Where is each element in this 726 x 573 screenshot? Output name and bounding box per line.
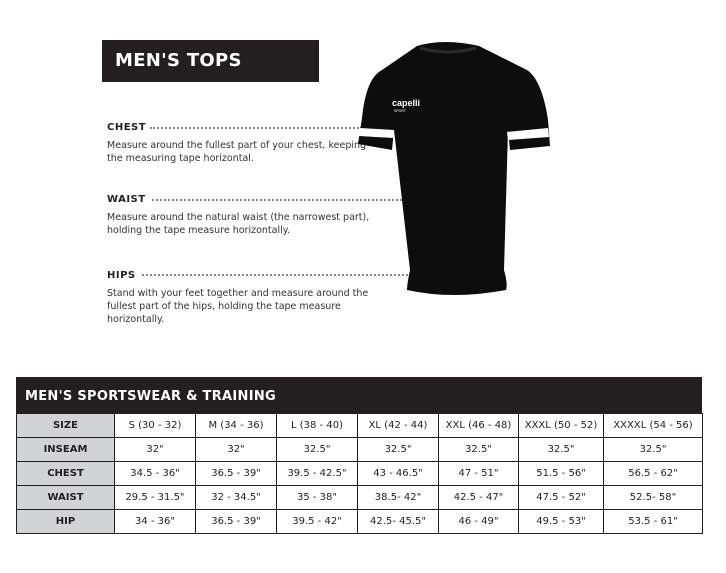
table-cell: 32.5" [358, 438, 439, 462]
measurement-label: WAIST [107, 194, 146, 205]
brand-logo: capelli [392, 98, 421, 108]
row-label: INSEAM [17, 438, 115, 462]
table-cell: 42.5 - 47" [439, 486, 519, 510]
table-cell: 49.5 - 53" [519, 510, 604, 534]
table-cell: 32.5" [519, 438, 604, 462]
size-header-cell: XXXXL (54 - 56) [604, 414, 703, 438]
row-label: WAIST [17, 486, 115, 510]
table-cell: 35 - 38" [277, 486, 358, 510]
size-header-cell: XL (42 - 44) [358, 414, 439, 438]
size-header-cell: XXL (46 - 48) [439, 414, 519, 438]
table-cell: 53.5 - 61" [604, 510, 703, 534]
table-cell: 47 - 51" [439, 462, 519, 486]
measurement-label: HIPS [107, 270, 136, 281]
table-cell: 42.5- 45.5" [358, 510, 439, 534]
measurement-label: CHEST [107, 122, 147, 133]
measurement-description: Stand with your feet together and measure around the fullest part of the hips, holding the tape measure horizontally. [107, 288, 369, 325]
table-cell: 32.5" [277, 438, 358, 462]
table-row [17, 462, 703, 486]
table-cell: 36.5 - 39" [196, 510, 277, 534]
table-cell: 38.5- 42" [358, 486, 439, 510]
size-chart [16, 377, 702, 535]
table-cell: 34 - 36" [115, 510, 196, 534]
tshirt-illustration [352, 38, 557, 300]
page-title: MEN'S TOPS [102, 40, 319, 82]
measurement-hips [107, 270, 377, 326]
table-cell: 47.5 - 52" [519, 486, 604, 510]
table-cell: 32.5" [439, 438, 519, 462]
table-row [17, 438, 703, 462]
table-cell: 32 - 34.5" [196, 486, 277, 510]
row-label: HIP [17, 510, 115, 534]
table-cell: 43 - 46.5" [358, 462, 439, 486]
measurement-description: Measure around the natural waist (the narrowest part), holding the tape measure horizontally. [107, 212, 370, 236]
table-cell: 36.5 - 39" [196, 462, 277, 486]
size-header-cell: L (38 - 40) [277, 414, 358, 438]
chest-guide-line [150, 127, 362, 129]
table-cell: 29.5 - 31.5" [115, 486, 196, 510]
table-cell: 56.5 - 62" [604, 462, 703, 486]
table-cell: 52.5- 58" [604, 486, 703, 510]
table-row [17, 486, 703, 510]
table-cell: 39.5 - 42" [277, 510, 358, 534]
table-cell: 46 - 49" [439, 510, 519, 534]
size-chart-title: MEN'S SPORTSWEAR & TRAINING [16, 377, 702, 413]
size-header-cell: M (34 - 36) [196, 414, 277, 438]
size-header-row [17, 414, 703, 438]
table-cell: 34.5 - 36" [115, 462, 196, 486]
size-header-cell: XXXL (50 - 52) [519, 414, 604, 438]
table-cell: 51.5 - 56" [519, 462, 604, 486]
table-cell: 39.5 - 42.5" [277, 462, 358, 486]
size-table [16, 413, 703, 534]
tshirt-body [358, 42, 550, 295]
table-cell: 32" [115, 438, 196, 462]
table-cell: 32" [196, 438, 277, 462]
table-cell: 32.5" [604, 438, 703, 462]
brand-logo-sub: SPORT [394, 109, 406, 113]
row-label: CHEST [17, 462, 115, 486]
measurement-description: Measure around the fullest part of your chest, keeping the measuring tape horizontal. [107, 140, 367, 164]
table-row [17, 510, 703, 534]
size-header-cell: S (30 - 32) [115, 414, 196, 438]
size-header-label: SIZE [17, 414, 115, 438]
